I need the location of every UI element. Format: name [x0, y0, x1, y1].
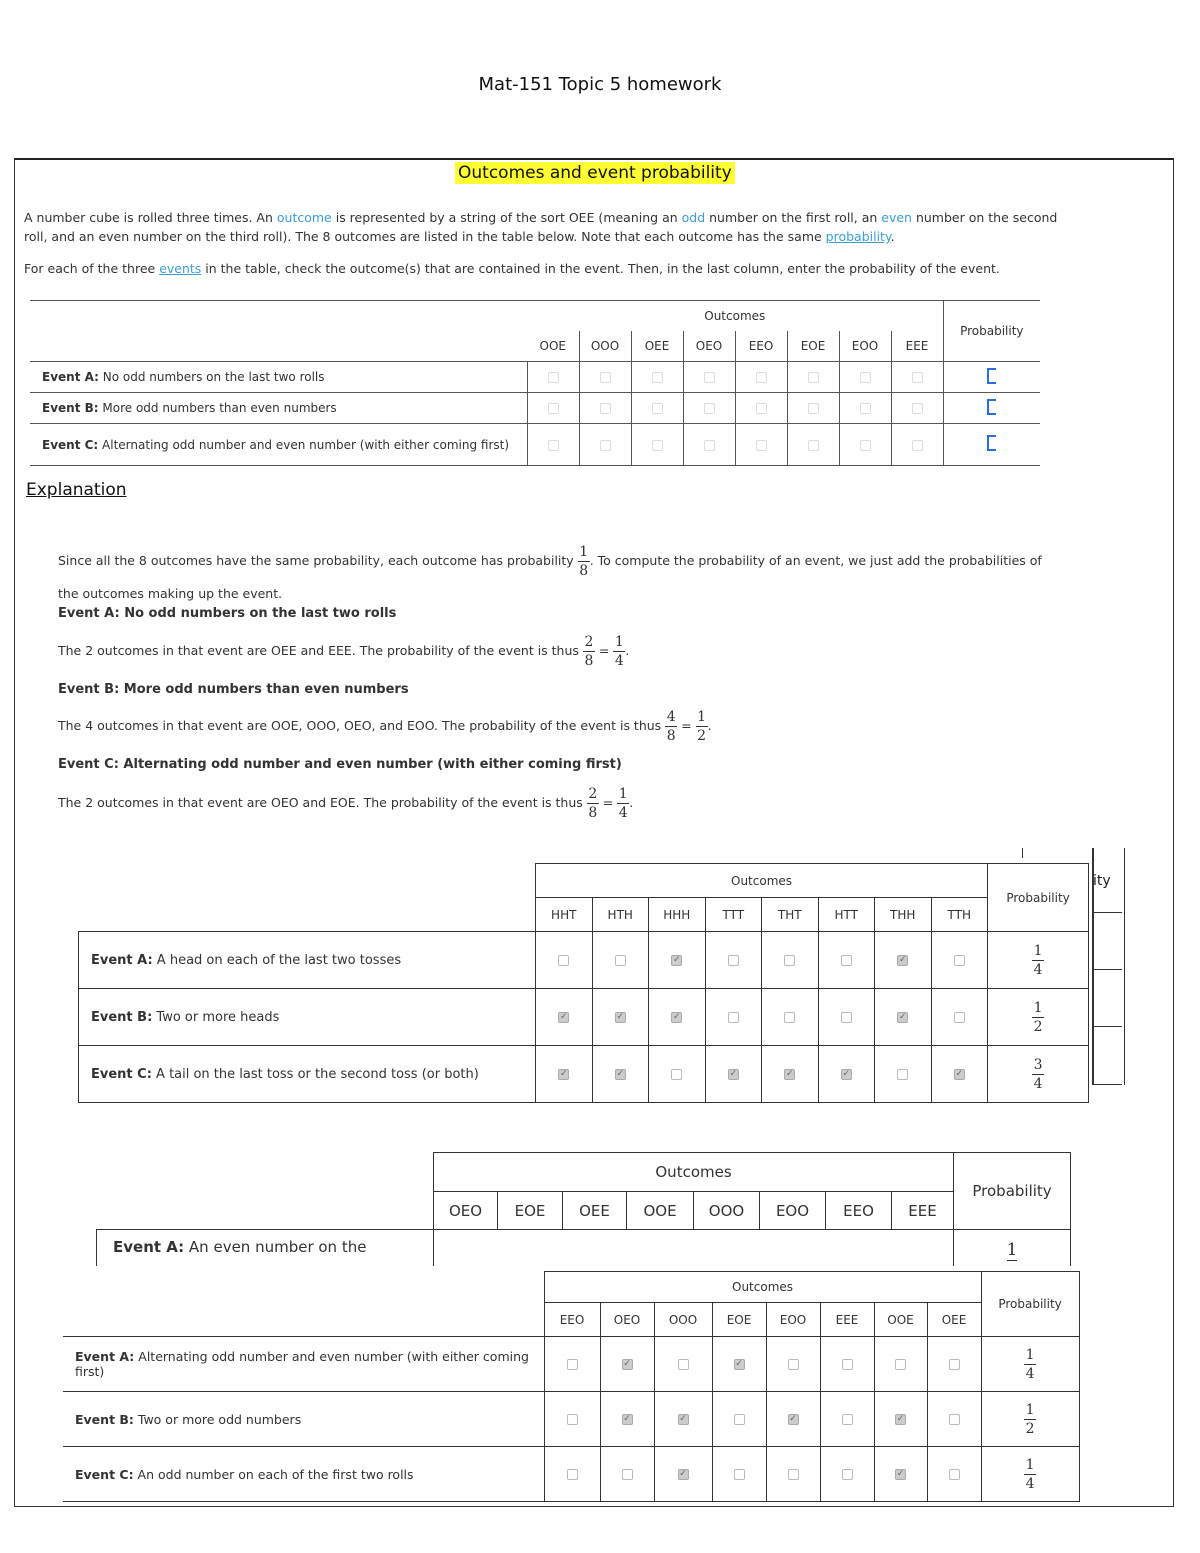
outcome-checkbox[interactable]	[558, 955, 569, 966]
outcome-column-header: HHT	[536, 898, 593, 932]
outcome-column-header: OEE	[631, 331, 683, 362]
explanation-event-title: Event A: No odd numbers on the last two rolls	[58, 606, 397, 621]
odd-link[interactable]: odd	[681, 210, 706, 225]
outcome-checkbox[interactable]	[671, 1069, 682, 1080]
outcome-checkbox[interactable]	[842, 1359, 853, 1370]
fraction: $\frac{1}{4}$	[614, 634, 624, 669]
fraction: $\frac{1}{4}$	[618, 786, 628, 821]
table-row	[30, 393, 1040, 424]
outcome-checkbox[interactable]	[558, 1069, 569, 1080]
outcome-checkbox[interactable]	[912, 403, 923, 414]
outcome-checkbox[interactable]	[652, 440, 663, 451]
outcome-column-header: EEE	[820, 1303, 874, 1337]
outcome-checkbox[interactable]	[704, 440, 715, 451]
outcome-checkbox[interactable]	[860, 440, 871, 451]
outcome-checkbox[interactable]	[912, 440, 923, 451]
outcome-checkbox[interactable]	[954, 1012, 965, 1023]
outcome-column-header: EOE	[498, 1192, 563, 1230]
outcome-checkbox[interactable]	[615, 955, 626, 966]
outcome-checkbox[interactable]	[678, 1414, 689, 1425]
event-label: Event C: An odd number on each of the first two rolls	[63, 1447, 544, 1502]
outcome-checkbox[interactable]	[897, 1069, 908, 1080]
outcome-checkbox[interactable]	[548, 372, 559, 383]
outcomes-header: Outcomes	[544, 1272, 981, 1303]
fraction: $\frac{1}{2}$	[1025, 1401, 1035, 1437]
outcome-checkbox[interactable]	[949, 1359, 960, 1370]
outcome-column-header: TTT	[705, 898, 762, 932]
outcome-checkbox[interactable]	[600, 372, 611, 383]
fraction: $\frac{3}{4}$	[1033, 1056, 1043, 1092]
outcome-column-header: OEE	[563, 1192, 627, 1230]
intro-paragraph-2: For each of the three events in the table, check the outcome(s) that are contained in the event. Then, in the last column, enter the probability of the event.	[24, 261, 1000, 276]
event-table-4	[63, 1271, 1080, 1502]
outcome-column-header: HTH	[592, 898, 649, 932]
table-row	[79, 932, 1089, 989]
outcome-checkbox[interactable]	[678, 1469, 689, 1480]
outcome-column-header: OEE	[927, 1303, 981, 1337]
outcome-checkbox[interactable]	[841, 1012, 852, 1023]
doc-title: Mat-151 Topic 5 homework	[478, 74, 722, 95]
event-label: Event C: Alternating odd number and even number (with either coming first)	[42, 437, 510, 452]
outcome-checkbox[interactable]	[954, 955, 965, 966]
outcome-column-header: EEO	[735, 331, 787, 362]
fraction: $\frac{1}{4}$	[1025, 1346, 1035, 1382]
outcome-checkbox[interactable]	[756, 372, 767, 383]
outcome-checkbox[interactable]	[841, 1069, 852, 1080]
fraction: $\frac{2}{8}$	[588, 786, 598, 821]
outcome-checkbox[interactable]	[728, 1069, 739, 1080]
intro-paragraph-1: A number cube is rolled three times. An outcome is represented by a string of the sort OEE (meaning an odd number on the first roll, an even number on the second roll, and an even number on the third roll). The 8 outcomes are listed in the table below. Note that each outcome has the same probability.	[24, 210, 1058, 244]
outcome-column-header: EOE	[787, 331, 839, 362]
probability-header: Probability	[954, 1153, 1071, 1230]
outcome-checkbox[interactable]	[615, 1069, 626, 1080]
outcome-column-header: EOE	[712, 1303, 766, 1337]
outcome-checkbox[interactable]	[622, 1469, 633, 1480]
table-row	[63, 1447, 1079, 1502]
table-row	[63, 1392, 1079, 1447]
probability-link[interactable]: probability	[825, 229, 891, 244]
outcome-checkbox[interactable]	[808, 440, 819, 451]
outcome-column-header: OOE	[539, 338, 566, 353]
outcome-checkbox[interactable]	[808, 403, 819, 414]
probability-header: Probability	[988, 864, 1089, 932]
outcome-column-header: EEE	[891, 331, 943, 362]
outcome-checkbox[interactable]	[784, 1069, 795, 1080]
outcome-checkbox[interactable]	[567, 1359, 578, 1370]
outcome-checkbox[interactable]	[567, 1414, 578, 1425]
event-label: Event B: Two or more heads	[79, 989, 536, 1046]
outcome-checkbox[interactable]	[895, 1359, 906, 1370]
outcome-checkbox[interactable]	[954, 1069, 965, 1080]
outcome-checkbox[interactable]	[704, 403, 715, 414]
probability-input[interactable]	[987, 435, 996, 451]
outcome-checkbox[interactable]	[897, 1012, 908, 1023]
outcome-checkbox[interactable]	[860, 403, 871, 414]
outcome-column-header: HHH	[649, 898, 706, 932]
fraction: $\frac{1}{4}$	[1033, 942, 1043, 978]
outcome-column-header: EEO	[826, 1192, 892, 1230]
outcome-checkbox[interactable]	[784, 955, 795, 966]
explanation-event-text: The 2 outcomes in that event are OEE and EEE. The probability of the event is thus $\frac{2}{8}$ = $\frac{1}{4}$ .	[58, 634, 630, 669]
outcome-column-header: THT	[762, 898, 819, 932]
outcomes-header: Outcomes	[536, 864, 988, 898]
outcome-column-header: EOO	[760, 1192, 826, 1230]
outcome-checkbox[interactable]	[671, 955, 682, 966]
outcome-column-header: OOO	[654, 1303, 712, 1337]
outcome-checkbox[interactable]	[622, 1359, 633, 1370]
table-row	[30, 424, 1040, 466]
outcome-checkbox[interactable]	[652, 372, 663, 383]
outcome-column-header: OOO	[694, 1192, 760, 1230]
event-label: Event B: Two or more odd numbers	[63, 1392, 544, 1447]
event-label: Event B: More odd numbers than even numbers	[42, 401, 337, 415]
outcome-column-header: OEO	[434, 1192, 498, 1230]
outcome-checkbox[interactable]	[728, 955, 739, 966]
table-row	[79, 1046, 1089, 1103]
outcome-checkbox[interactable]	[704, 372, 715, 383]
outcome-column-header: OEO	[683, 331, 735, 362]
outcome-column-header: OEO	[600, 1303, 654, 1337]
explanation-intro: Since all the 8 outcomes have the same probability, each outcome has probability $\frac{1}{8}$ . To compute the probability of an event, we just add the probabilities of the outcomes making up the event.	[58, 544, 1042, 601]
explanation-title: Explanation	[26, 480, 127, 500]
probability-header: Probability	[943, 301, 1040, 362]
outcome-checkbox[interactable]	[756, 403, 767, 414]
event-table-3-clip	[96, 1152, 1072, 1266]
outcome-column-header: EOO	[766, 1303, 820, 1337]
probability-header: Probability	[981, 1272, 1079, 1337]
explanation-event-title: Event C: Alternating odd number and even number (with either coming first)	[58, 757, 622, 772]
probability-value: 1	[1006, 1240, 1018, 1260]
outcome-column-header: HTT	[818, 898, 875, 932]
outcome-column-header: OOO	[579, 331, 631, 362]
outcome-checkbox[interactable]	[652, 403, 663, 414]
outcome-checkbox[interactable]	[548, 440, 559, 451]
outcome-checkbox[interactable]	[756, 440, 767, 451]
fraction: $\frac{1}{2}$	[1033, 999, 1043, 1035]
event-table-3	[96, 1152, 1071, 1266]
probability-input[interactable]	[987, 399, 996, 415]
fraction: $\frac{2}{8}$	[584, 634, 594, 669]
outcome-checkbox[interactable]	[728, 1012, 739, 1023]
event-label: Event A: No odd numbers on the last two rolls	[42, 370, 325, 384]
table-row	[63, 1337, 1079, 1392]
outcome-checkbox[interactable]	[949, 1469, 960, 1480]
event-label: Event A: A head on each of the last two tosses	[79, 932, 536, 989]
outcome-checkbox[interactable]	[895, 1469, 906, 1480]
event-a-label: Event A: An even number on the	[97, 1230, 434, 1267]
outcome-checkbox[interactable]	[600, 403, 611, 414]
cut-header-tail: ity	[1093, 873, 1111, 889]
outcome-checkbox[interactable]	[842, 1414, 853, 1425]
outcome-checkbox[interactable]	[842, 1469, 853, 1480]
explanation-event-title: Event B: More odd numbers than even numbers	[58, 682, 409, 697]
outcome-checkbox[interactable]	[548, 403, 559, 414]
outcome-checkbox[interactable]	[897, 955, 908, 966]
section-heading: Outcomes and event probability	[455, 162, 735, 184]
fraction: $\frac{1}{2}$	[697, 709, 707, 744]
outcome-link[interactable]: outcome	[276, 210, 332, 225]
outcome-checkbox[interactable]	[678, 1359, 689, 1370]
outcome-checkbox[interactable]	[734, 1414, 745, 1425]
outcome-column-header: EOO	[839, 331, 891, 362]
event-label: Event A: Alternating odd number and even number (with either coming first)	[63, 1337, 544, 1392]
outcome-checkbox[interactable]	[949, 1414, 960, 1425]
outcome-column-header: OOE	[874, 1303, 927, 1337]
outcome-checkbox[interactable]	[734, 1469, 745, 1480]
outcome-checkbox[interactable]	[788, 1414, 799, 1425]
table-row	[79, 989, 1089, 1046]
outcome-checkbox[interactable]	[784, 1012, 795, 1023]
probability-input[interactable]	[987, 368, 996, 384]
outcome-checkbox[interactable]	[600, 440, 611, 451]
outcome-checkbox[interactable]	[895, 1414, 906, 1425]
table-row	[30, 362, 1040, 393]
outcome-checkbox[interactable]	[912, 372, 923, 383]
outcome-column-header: EEO	[544, 1303, 600, 1337]
outcome-checkbox[interactable]	[860, 372, 871, 383]
fraction: $\frac{4}{8}$	[666, 709, 676, 744]
outcome-column-header: TTH	[931, 898, 988, 932]
event-label: Event C: A tail on the last toss or the second toss (or both)	[79, 1046, 536, 1103]
outcome-checkbox[interactable]	[841, 955, 852, 966]
outcomes-header: Outcomes	[434, 1153, 954, 1192]
outcome-checkbox[interactable]	[567, 1469, 578, 1480]
outcome-checkbox[interactable]	[788, 1359, 799, 1370]
even-link[interactable]: even	[881, 210, 912, 225]
event-table-2	[78, 863, 1089, 1103]
outcome-checkbox[interactable]	[788, 1469, 799, 1480]
event-table-1	[30, 300, 1040, 466]
outcome-column-header: EEE	[892, 1192, 954, 1230]
outcome-checkbox[interactable]	[734, 1359, 745, 1370]
outcome-checkbox[interactable]	[615, 1012, 626, 1023]
fraction: $\frac{1}{4}$	[1025, 1456, 1035, 1492]
explanation-event-text: The 4 outcomes in that event are OOE, OOO, OEO, and EOO. The probability of the event is thus $\frac{4}{8}$ = $\frac{1}{2}$ .	[58, 709, 712, 744]
outcome-checkbox[interactable]	[671, 1012, 682, 1023]
outcome-checkbox[interactable]	[558, 1012, 569, 1023]
outcomes-header: Outcomes	[527, 301, 943, 331]
fraction: $\frac{1}{8}$	[579, 544, 589, 579]
outcome-checkbox[interactable]	[808, 372, 819, 383]
outcome-column-header: OOE	[627, 1192, 694, 1230]
events-link[interactable]: events	[159, 261, 202, 276]
explanation-event-text: The 2 outcomes in that event are OEO and EOE. The probability of the event is thus $\frac{2}{8}$ = $\frac{1}{4}$ .	[58, 786, 634, 821]
outcome-checkbox[interactable]	[622, 1414, 633, 1425]
outcome-column-header: THH	[875, 898, 932, 932]
